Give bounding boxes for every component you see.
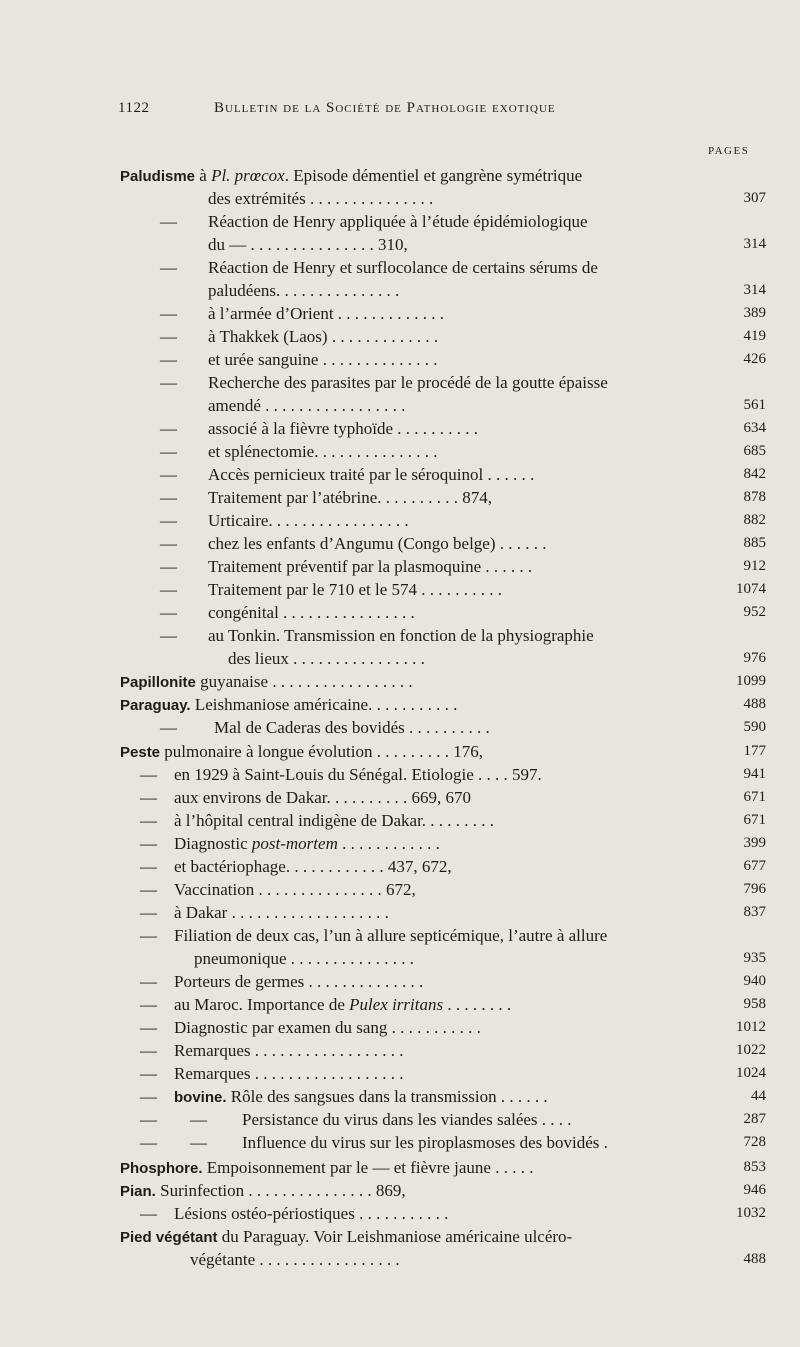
ditto-dash: — xyxy=(140,1133,157,1152)
entry-text: Pian. Surinfection . . . . . . . . . . . . . . . 869, xyxy=(120,1181,406,1200)
index-entry xyxy=(0,417,800,440)
page-number: 842 xyxy=(743,466,766,482)
index-entry xyxy=(0,1131,800,1154)
index-entry xyxy=(0,302,800,325)
entry-text: Persistance du virus dans les viandes salées . . . . xyxy=(242,1110,572,1129)
entry-text: Remarques . . . . . . . . . . . . . . . . . . xyxy=(174,1041,404,1060)
entry-text: Lésions ostéo-périostiques . . . . . . . . . . . xyxy=(174,1204,449,1223)
page-number: 307 xyxy=(743,190,766,206)
index-entry xyxy=(0,855,800,878)
entry-text: végétante . . . . . . . . . . . . . . . . . xyxy=(190,1250,400,1269)
index-entry xyxy=(0,647,800,670)
page-folio: 1122 xyxy=(118,100,150,116)
ditto-dash: — xyxy=(140,765,157,784)
page-number: 44 xyxy=(751,1088,766,1104)
entry-text: Réaction de Henry et surflocolance de certains sérums de xyxy=(208,258,598,277)
entry-text: Mal de Caderas des bovidés . . . . . . . . . . xyxy=(214,718,490,737)
page-number: 935 xyxy=(743,950,766,966)
index-entry xyxy=(0,164,800,187)
index-entry xyxy=(0,993,800,1016)
page-number: 1032 xyxy=(736,1205,766,1221)
ditto-dash: — xyxy=(160,442,177,461)
entry-text: et urée sanguine . . . . . . . . . . . . . . xyxy=(208,350,438,369)
entry-text: Urticaire. . . . . . . . . . . . . . . . . xyxy=(208,511,409,530)
page-number: 399 xyxy=(743,835,766,851)
page-number: 912 xyxy=(743,558,766,574)
index-entry xyxy=(0,394,800,417)
page-number: 885 xyxy=(743,535,766,551)
entry-heading: bovine. xyxy=(174,1089,227,1106)
page-number: 882 xyxy=(743,512,766,528)
entry-heading: Papillonite xyxy=(120,674,196,691)
page-number: 940 xyxy=(743,973,766,989)
entry-text: et splénectomie. . . . . . . . . . . . . . . xyxy=(208,442,438,461)
pages-column-label: PAGES xyxy=(708,145,750,157)
page-number: 177 xyxy=(743,743,766,759)
index-entry xyxy=(0,947,800,970)
page-number: 1022 xyxy=(736,1042,766,1058)
ditto-dash: — xyxy=(160,350,177,369)
index-entry xyxy=(0,578,800,601)
page-number: 671 xyxy=(743,789,766,805)
entry-text: à Thakkek (Laos) . . . . . . . . . . . . . xyxy=(208,327,439,346)
page-number: 958 xyxy=(743,996,766,1012)
entry-text: Diagnostic post-mortem . . . . . . . . . . . . xyxy=(174,834,440,853)
entry-text: au Maroc. Importance de Pulex irritans . . . . . . . . xyxy=(174,995,512,1014)
page-number: 1074 xyxy=(736,581,766,597)
entry-text: chez les enfants d’Angumu (Congo belge) . . . . . . xyxy=(208,534,547,553)
page-number: 728 xyxy=(743,1134,766,1150)
index-entry xyxy=(0,1248,800,1271)
entry-text: au Tonkin. Transmission en fonction de la physiographie xyxy=(208,626,594,645)
entry-text: aux environs de Dakar. . . . . . . . . . 669, 670 xyxy=(174,788,471,807)
entry-text: à l’hôpital central indigène de Dakar. . . . . . . . . xyxy=(174,811,495,830)
index-entry xyxy=(0,509,800,532)
page-number: 488 xyxy=(743,696,766,712)
page-number: 590 xyxy=(743,719,766,735)
page-number: 671 xyxy=(743,812,766,828)
page-number: 837 xyxy=(743,904,766,920)
page-number: 389 xyxy=(743,305,766,321)
entry-text: des extrémités . . . . . . . . . . . . . . . xyxy=(208,189,434,208)
index-entry xyxy=(0,555,800,578)
index-entry xyxy=(0,486,800,509)
index-entry xyxy=(0,832,800,855)
entry-text: à Dakar . . . . . . . . . . . . . . . . . . . xyxy=(174,903,389,922)
ditto-dash: — xyxy=(160,488,177,507)
ditto-dash: — xyxy=(140,995,157,1014)
ditto-dash: — xyxy=(140,880,157,899)
index-entry xyxy=(0,693,800,716)
entry-text: Pied végétant du Paraguay. Voir Leishmaniose américaine ulcéro- xyxy=(120,1227,573,1246)
entry-text: à l’armée d’Orient . . . . . . . . . . . . . xyxy=(208,304,445,323)
entry-text: en 1929 à Saint-Louis du Sénégal. Etiologie . . . . 597. xyxy=(174,765,542,784)
ditto-dash: — xyxy=(160,419,177,438)
page-number: 941 xyxy=(743,766,766,782)
entry-text: Paludisme à Pl. prœcox. Episode démentiel et gangrène symétrique xyxy=(120,166,583,185)
page-number: 1099 xyxy=(736,673,766,689)
entry-italic: Pl. prœcox xyxy=(211,166,285,185)
entry-heading: Phosphore. xyxy=(120,1160,203,1177)
ditto-dash: — xyxy=(160,557,177,576)
entry-text: amendé . . . . . . . . . . . . . . . . . xyxy=(208,396,406,415)
index-entry xyxy=(0,1039,800,1062)
page-number: 1024 xyxy=(736,1065,766,1081)
index-entry xyxy=(0,1108,800,1131)
page-number: 796 xyxy=(743,881,766,897)
index-entry xyxy=(0,924,800,947)
index-entry xyxy=(0,187,800,210)
index-entry xyxy=(0,532,800,555)
running-head xyxy=(118,100,556,117)
ditto-dash: — xyxy=(140,903,157,922)
entry-text: Phosphore. Empoisonnement par le — et fièvre jaune . . . . . xyxy=(120,1158,534,1177)
index-entry xyxy=(0,256,800,279)
ditto-dash: — xyxy=(140,857,157,876)
entry-text: Réaction de Henry appliquée à l’étude épidémiologique xyxy=(208,212,588,231)
index-entry xyxy=(0,809,800,832)
index-entry xyxy=(0,1085,800,1108)
index-entry xyxy=(0,601,800,624)
index-entry xyxy=(0,325,800,348)
ditto-dash: — xyxy=(140,926,157,945)
ditto-dash: — xyxy=(160,327,177,346)
entry-text: Diagnostic par examen du sang . . . . . . . . . . . xyxy=(174,1018,481,1037)
ditto-dash: — xyxy=(160,304,177,323)
ditto-dash: — xyxy=(140,1087,157,1106)
page-number: 946 xyxy=(743,1182,766,1198)
index-entry xyxy=(0,279,800,302)
ditto-dash: — xyxy=(160,465,177,484)
entry-text: Porteurs de germes . . . . . . . . . . . . . . xyxy=(174,972,424,991)
page-number: 561 xyxy=(743,397,766,413)
index-entry xyxy=(0,1016,800,1039)
entry-text: congénital . . . . . . . . . . . . . . . . xyxy=(208,603,415,622)
index-entry xyxy=(0,786,800,809)
ditto-dash: — xyxy=(160,534,177,553)
index-entry xyxy=(0,1225,800,1248)
ditto-dash: — xyxy=(160,258,177,277)
entry-text: pneumonique . . . . . . . . . . . . . . . xyxy=(194,949,415,968)
entry-text: Remarques . . . . . . . . . . . . . . . . . . xyxy=(174,1064,404,1083)
entry-text: Recherche des parasites par le procédé de la goutte épaisse xyxy=(208,373,608,392)
ditto-dash: — xyxy=(140,972,157,991)
entry-text: Traitement par l’atébrine. . . . . . . . . . 874, xyxy=(208,488,493,507)
entry-heading: Paludisme xyxy=(120,168,196,185)
ditto-dash: — xyxy=(190,1133,207,1152)
entry-heading: Peste xyxy=(120,744,161,761)
entry-text: bovine. Rôle des sangsues dans la transmission . . . . . . xyxy=(174,1087,548,1106)
index-entry xyxy=(0,624,800,647)
index-entry xyxy=(0,233,800,256)
index-entry xyxy=(0,670,800,693)
entry-text: Peste pulmonaire à longue évolution . . . . . . . . . 176, xyxy=(120,742,483,761)
index-entry xyxy=(0,1156,800,1179)
ditto-dash: — xyxy=(160,373,177,392)
page-number: 314 xyxy=(743,236,766,252)
page-number: 488 xyxy=(743,1251,766,1267)
ditto-dash: — xyxy=(140,811,157,830)
ditto-dash: — xyxy=(160,718,177,737)
ditto-dash: — xyxy=(160,603,177,622)
index-entry xyxy=(0,1062,800,1085)
ditto-dash: — xyxy=(140,1018,157,1037)
journal-title: Bulletin de la Société de Pathologie exotique xyxy=(214,100,556,116)
page-number: 853 xyxy=(743,1159,766,1175)
ditto-dash: — xyxy=(160,212,177,231)
index-entry xyxy=(0,210,800,233)
entry-text: Accès pernicieux traité par le séroquinol . . . . . . xyxy=(208,465,535,484)
index-entry xyxy=(0,763,800,786)
index-entry xyxy=(0,463,800,486)
page-number: 685 xyxy=(743,443,766,459)
index-entry xyxy=(0,1179,800,1202)
page-number: 976 xyxy=(743,650,766,666)
entry-text: et bactériophage. . . . . . . . . . . . 437, 672, xyxy=(174,857,452,876)
page-number: 952 xyxy=(743,604,766,620)
page-number: 1012 xyxy=(736,1019,766,1035)
entry-text: Paraguay. Leishmaniose américaine. . . . . . . . . . . xyxy=(120,695,458,714)
entry-text: Papillonite guyanaise . . . . . . . . . . . . . . . . . xyxy=(120,672,413,691)
entry-text: Filiation de deux cas, l’un à allure septicémique, l’autre à allure xyxy=(174,926,608,945)
entry-text: Vaccination . . . . . . . . . . . . . . . 672, xyxy=(174,880,416,899)
page-number: 878 xyxy=(743,489,766,505)
ditto-dash: — xyxy=(140,834,157,853)
entry-text: paludéens. . . . . . . . . . . . . . . xyxy=(208,281,400,300)
index-entry xyxy=(0,371,800,394)
index-entry xyxy=(0,740,800,763)
entry-italic: post-mortem xyxy=(251,834,338,853)
ditto-dash: — xyxy=(160,626,177,645)
ditto-dash: — xyxy=(140,1064,157,1083)
index-entry xyxy=(0,440,800,463)
ditto-dash: — xyxy=(140,1204,157,1223)
entry-text: des lieux . . . . . . . . . . . . . . . . xyxy=(228,649,425,668)
page-number: 634 xyxy=(743,420,766,436)
entry-heading: Paraguay. xyxy=(120,697,191,714)
ditto-dash: — xyxy=(140,1041,157,1060)
index-entry xyxy=(0,1202,800,1225)
index-entry xyxy=(0,970,800,993)
entry-text: Influence du virus sur les piroplasmoses des bovidés . xyxy=(242,1133,608,1152)
entry-text: associé à la fièvre typhoïde . . . . . . . . . . xyxy=(208,419,479,438)
ditto-dash: — xyxy=(160,511,177,530)
entry-text: du — . . . . . . . . . . . . . . . 310, xyxy=(208,235,408,254)
index-entry xyxy=(0,716,800,739)
entry-text: Traitement préventif par la plasmoquine . . . . . . xyxy=(208,557,533,576)
entry-heading: Pian. xyxy=(120,1183,156,1200)
page-number: 314 xyxy=(743,282,766,298)
page-number: 419 xyxy=(743,328,766,344)
index-entry xyxy=(0,348,800,371)
ditto-dash: — xyxy=(140,1110,157,1129)
page-number: 426 xyxy=(743,351,766,367)
entry-text: Traitement par le 710 et le 574 . . . . . . . . . . xyxy=(208,580,502,599)
page-number: 287 xyxy=(743,1111,766,1127)
page-number: 677 xyxy=(743,858,766,874)
entry-heading: Pied végétant xyxy=(120,1229,218,1246)
ditto-dash: — xyxy=(140,788,157,807)
index-entry xyxy=(0,901,800,924)
entry-italic: Pulex irritans xyxy=(349,995,444,1014)
ditto-dash: — xyxy=(160,580,177,599)
ditto-dash: — xyxy=(190,1110,207,1129)
index-entry xyxy=(0,878,800,901)
